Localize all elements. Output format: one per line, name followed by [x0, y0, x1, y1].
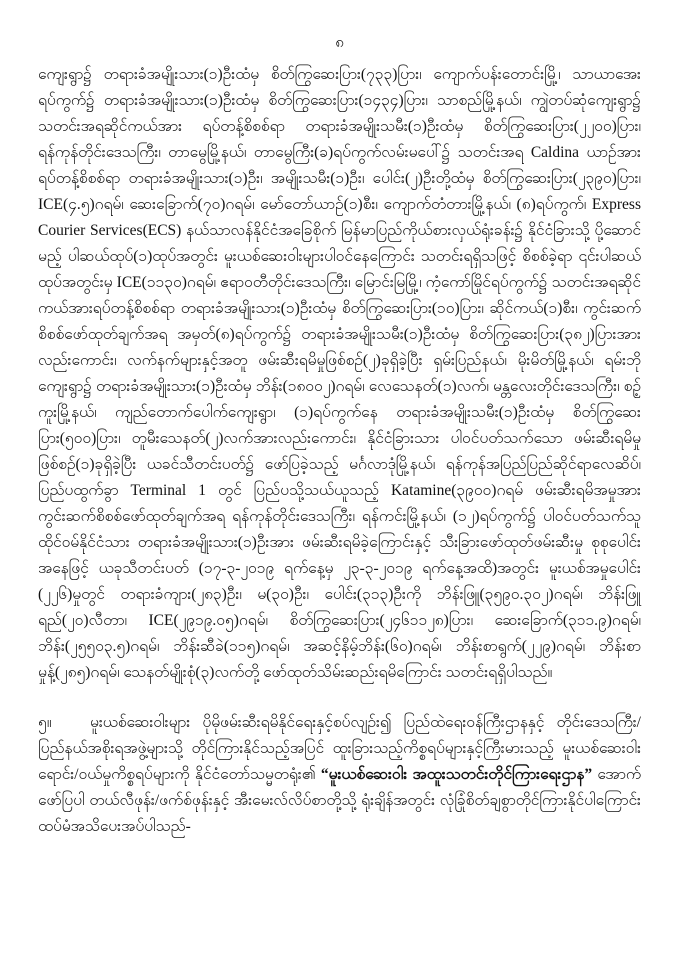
- paragraph-drug-seizure-text: ကျေးရွာ၌ တရားခံအမျိုးသား(၁)ဦးထံမှ စိတ်ကြွဆေးပြား(၇၃၃)ပြား၊ ကျောက်ပန်းတောင်းမြို့၊ သာယာအေးရပ်ကွက်၌ တရားခံအမျိုးသား(၁)ဦးထံမှ စိတ်ကြွဆေးပြား(၁၄၃၄)ပြား၊ သာစည်မြို့နယ်၊ ကျွဲတပ်ဆုံကျေးရွာ၌ သတင်းအရဆိုင်ကယ်အား ရပ်တန့်စိစစ်ရာ တရားခံအမျိုးသမီး(၁)ဦးထံမှ စိတ်ကြွဆေးပြား(၂၂၀၀)ပြား၊ ရန်ကုန်တိုင်းဒေသကြီး၊ တာမွေမြို့နယ်၊ တာမွေကြီး(ခ)ရပ်ကွက်လမ်းမပေါ်၌ သတင်းအရ Caldina ယာဉ်အား ရပ်တန့်စိစစ်ရာ တရားခံအမျိုးသား(၁)ဦး၊ အမျိုးသမီး(၁)ဦး၊ ပေါင်း(၂)ဦးတို့ထံမှ စိတ်ကြွဆေးပြား(၂၃၉၀)ပြား၊ ICE(၄.၅)ဂရမ်၊ ဆေးခြောက်(၇၀)ဂရမ်၊ မော်တော်ယာဉ်(၁)စီး၊ ကျောက်တံတားမြို့နယ်၊ (၈)ရပ်ကွက်၊ Express Courier Services(ECS) နယ်သာလန်နိုင်ငံအခြေစိုက် မြန်မာပြည်ကိုယ်စားလှယ်ရုံးခန်း၌ နိုင်ငံခြားသို့ ပို့ဆောင်မည့် ပါဆယ်ထုပ်(၁)ထုပ်အတွင်း မူးယစ်ဆေးဝါးများပါဝင်နေကြောင်း သတင်းရရှိသဖြင့် စိစစ်ခဲ့ရာ ၎င်းပါဆယ်ထုပ်အတွင်းမှ ICE(၁၁၃၀)ဂရမ်၊ ဧရာဝတီတိုင်းဒေသကြီး၊ မြောင်းမြမြို့၊ ကံ့ကော်မြိုင်ရပ်ကွက်၌ သတင်းအရဆိုင်ကယ်အားရပ်တန့်စိစစ်ရာ တရားခံအမျိုးသား(၁)ဦးထံမှ စိတ်ကြွဆေးပြား(၁၀)ပြား၊ ဆိုင်ကယ်(၁)စီး၊ ကွင်းဆက်စိစစ်ဖော်ထုတ်ချက်အရ အမှတ်(၈)ရပ်ကွက်၌ တရားခံအမျိုးသမီး(၁)ဦးထံမှ စိတ်ကြွဆေးပြား(၃၈၂)ပြားအားလည်းကောင်း၊ လက်နက်များနှင့်အတူ ဖမ်းဆီးရမိမှုဖြစ်စဉ်(၂)ခုရှိခဲ့ပြီး ရှမ်းပြည်နယ်၊ မိုးမိတ်မြို့နယ်၊ ရမ်းဘိုကျေးရွာ၌ တရားခံအမျိုးသား(၁)ဦးထံမှ ဘိန်း(၁၈၀၀၂)ဂရမ်၊ လေသေနတ်(၁)လက်၊ မန္တလေးတိုင်းဒေသကြီး၊ စဉ့်ကူးမြို့နယ်၊ ကျည်တောက်ပေါက်ကျေးရွာ၊ (၁)ရပ်ကွက်နေ တရားခံအမျိုးသမီး(၁)ဦးထံမှ စိတ်ကြွဆေးပြား(၅၀၀)ပြား၊ တူမီးသေနတ်(၂)လက်အားလည်းကောင်း၊ နိုင်ငံခြားသား ပါဝင်ပတ်သက်သော ဖမ်းဆီးရမိမှုဖြစ်စဉ်(၁)ခုရှိခဲ့ပြီး ယခင်သီတင်းပတ်၌ ဖော်ပြခဲ့သည့် မင်္ဂလာဒုံမြို့နယ်၊ ရန်ကုန်အပြည်ပြည်ဆိုင်ရာလေဆိပ်၊ ပြည်ပထွက်ခွာ Terminal 1 တွင် ပြည်ပသို့သယ်ယူသည့် Katamine(၃၉၀၀)ဂရမ် ဖမ်းဆီးရမိအမှုအား ကွင်းဆက်စိစစ်ဖော်ထုတ်ချက်အရ ရန်ကုန်တိုင်းဒေသကြီး၊ ရန်ကင်းမြို့နယ်၊ (၁၂)ရပ်ကွက်၌ ပါဝင်ပတ်သက်သူ ထိုင်ဝမ်နိုင်ငံသား တရားခံအမျိုးသား(၁)ဦးအား ဖမ်းဆီးရမိခဲ့ကြောင်းနှင့် သီးခြားဖော်ထုတ်ဖမ်းဆီးမှု စုစုပေါင်းအနေဖြင့် ယခုသီတင်းပတ် (၁၇-၃-၂၀၁၉ ရက်နေ့မှ ၂၃-၃-၂၀၁၉ ရက်နေ့အထိ)အတွင်း မူးယစ်အမှုပေါင်း (၂၂၆)မှုတွင် တရားခံကျား(၂၈၃)ဦး၊ မ(၃၀)ဦး၊ ပေါင်း(၃၁၃)ဦးကို ဘိန်းဖြူ(၃၅၉၀.၃၀၂)ဂရမ်၊ ဘိန်းဖြူရည်(၂၀)လီတာ၊ ICE(၂၉၁၉.၀၅)ဂရမ်၊ စိတ်ကြွဆေးပြား(၂၄၆၁၁၂၈)ပြား၊ ဆေးခြောက်(၃၁၁.၉)ဂရမ်၊ ဘိန်း(၂၅၅၀၃.၅)ဂရမ်၊ ဘိန်းဆီခဲ(၁၁၅)ဂရမ်၊ အဆင့်နိမ့်ဘိန်း(၆၀)ဂရမ်၊ ဘိန်းစာရွက်(၂၂၉)ဂရမ်၊ ဘိန်းစာမှုန့်(၂၈၅)ဂရမ်၊ သေနတ်မျိုးစုံ(၃)လက်တို့ ဖော်ထုတ်သိမ်းဆည်းရမိကြောင်း သတင်းရရှိပါသည်။: [38, 66, 641, 681]
- paragraph-complaint-instructions: [38, 710, 641, 840]
- special-reporting-bureau-name: “မူးယစ်ဆေးဝါး အထူးသတင်းတိုင်ကြားရေးဌာန”: [320, 766, 593, 783]
- list-item-number: ၅။: [38, 714, 52, 731]
- page-number: ၈: [335, 35, 344, 51]
- complaint-text-before-bold: မူးယစ်ဆေးဝါးများ ပိုမိုဖမ်းဆီးရမိနိုင်ရေးနှင့်စပ်လျဉ်း၍ ပြည်ထဲရေးဝန်ကြီးဌာနနှင့် တိုင်းဒေသကြီး/ပြည်နယ်အစိုးရအဖွဲ့များသို့ တိုင်ကြားနိုင်သည့်အပြင် ထူးခြားသည့်ကိစ္စရပ်များနှင့်ကြီးမားသည့် မူးယစ်ဆေးဝါးရောင်း/ဝယ်မှုကိစ္စရပ်များကို နိုင်ငံတော်သမ္မတရုံး၏: [38, 714, 641, 783]
- complaint-text-after-bold: အောက်ဖော်ပြပါ တယ်လီဖုန်း/ဖက်စ်ဖုန်းနှင့် အီးမေးလ်လိပ်စာတို့သို့ ရုံးချိန်အတွင်း လုံခြုံစိတ်ချစွာတိုင်ကြားနိုင်ပါကြောင်း ထပ်မံအသိပေးအပ်ပါသည်-: [38, 766, 641, 835]
- paragraph-drug-seizure-report: [38, 62, 641, 686]
